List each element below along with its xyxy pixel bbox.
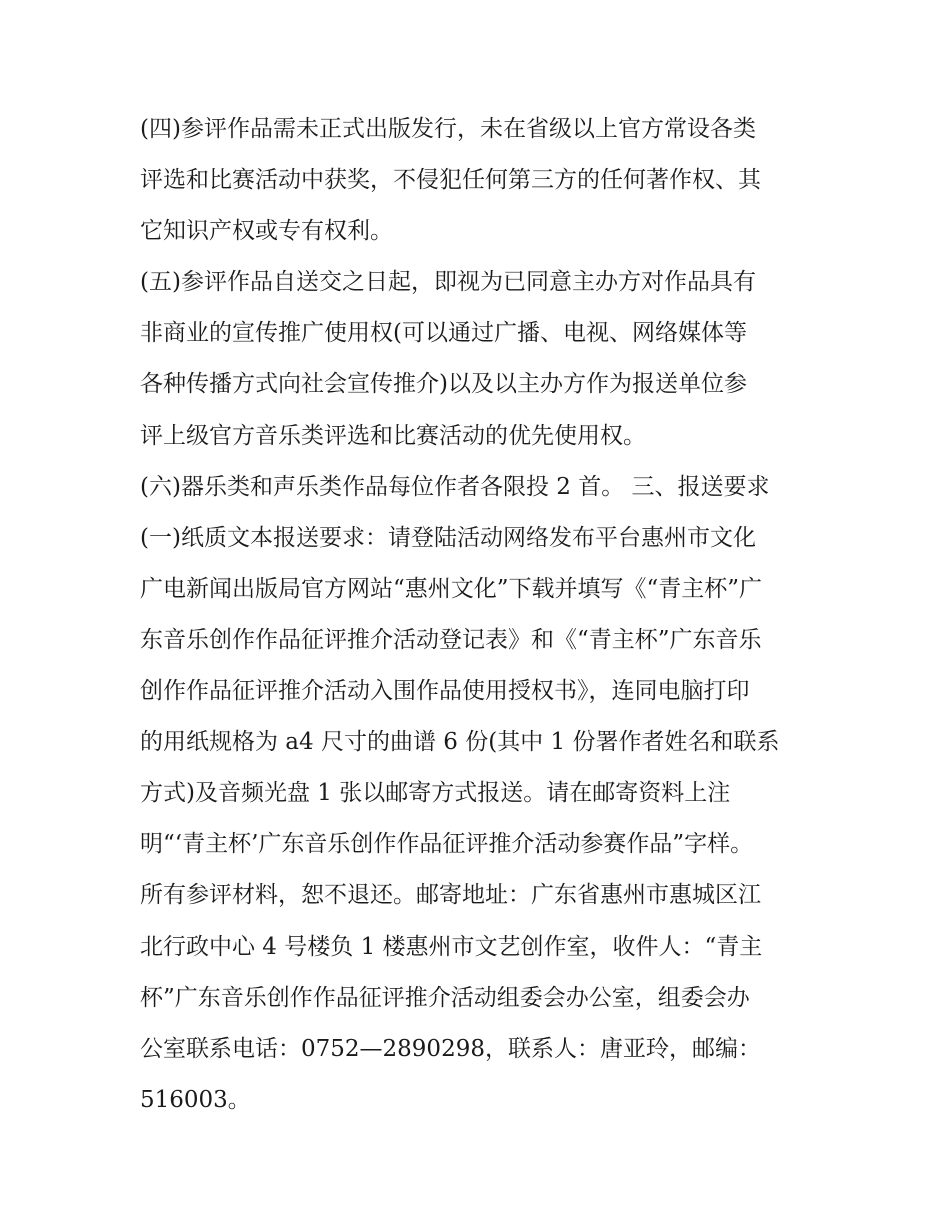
text-line: 杯”广东音乐创作作品征评推介活动组委会办公室，组委会办: [140, 984, 750, 1011]
text-line: 评选和比赛活动中获奖，不侵犯任何第三方的任何著作权、其: [140, 167, 761, 194]
text-line: 评上级官方音乐类评选和比赛活动的优先使用权。: [140, 422, 646, 449]
text-line: 516003。: [140, 1086, 251, 1113]
text-line: 各种传播方式向社会宣传推介)以及以主办方作为报送单位参: [140, 371, 747, 398]
text-line: (四)参评作品需未正式出版发行，未在省级以上官方常设各类: [140, 116, 756, 142]
text-line: (六)器乐类和声乐类作品每位作者各限投 2 首。 三、报送要求: [140, 473, 770, 500]
text-line: 东音乐创作作品征评推介活动登记表》和《“青主杯”广东音乐: [140, 626, 762, 653]
text-line: (五)参评作品自送交之日起，即视为已同意主办方对作品具有: [140, 269, 756, 296]
text-line: 方式)及音频光盘 1 张以邮寄方式报送。请在邮寄资料上注: [140, 780, 731, 807]
text-line: 所有参评材料，恕不退还。邮寄地址：广东省惠州市惠城区江: [140, 882, 761, 909]
text-line: 北行政中心 4 号楼负 1 楼惠州市文艺创作室，收件人：“青主: [140, 933, 763, 960]
text-line: 明“‘青主杯’广东音乐创作作品征评推介活动参赛作品”字样。: [140, 831, 754, 858]
text-line: 公室联系电话：0752—2890298，联系人：唐亚玲，邮编：: [140, 1035, 761, 1062]
text-line: 创作作品征评推介活动入围作品使用授权书》，连同电脑打印: [140, 678, 750, 705]
text-line: 非商业的宣传推广使用权(可以通过广播、电视、网络媒体等: [140, 320, 747, 347]
text-line: 它知识产权或专有权利。: [140, 218, 393, 245]
text-line: (一)纸质文本报送要求：请登陆活动网络发布平台惠州市文化: [140, 524, 756, 551]
text-line: 广电新闻出版局官方网站“惠州文化”下载并填写《“青主杯”广: [140, 575, 763, 602]
body-text: [140, 104, 820, 1126]
text-line: 的用纸规格为 a4 尺寸的曲谱 6 份(其中 1 份署作者姓名和联系: [140, 729, 780, 756]
